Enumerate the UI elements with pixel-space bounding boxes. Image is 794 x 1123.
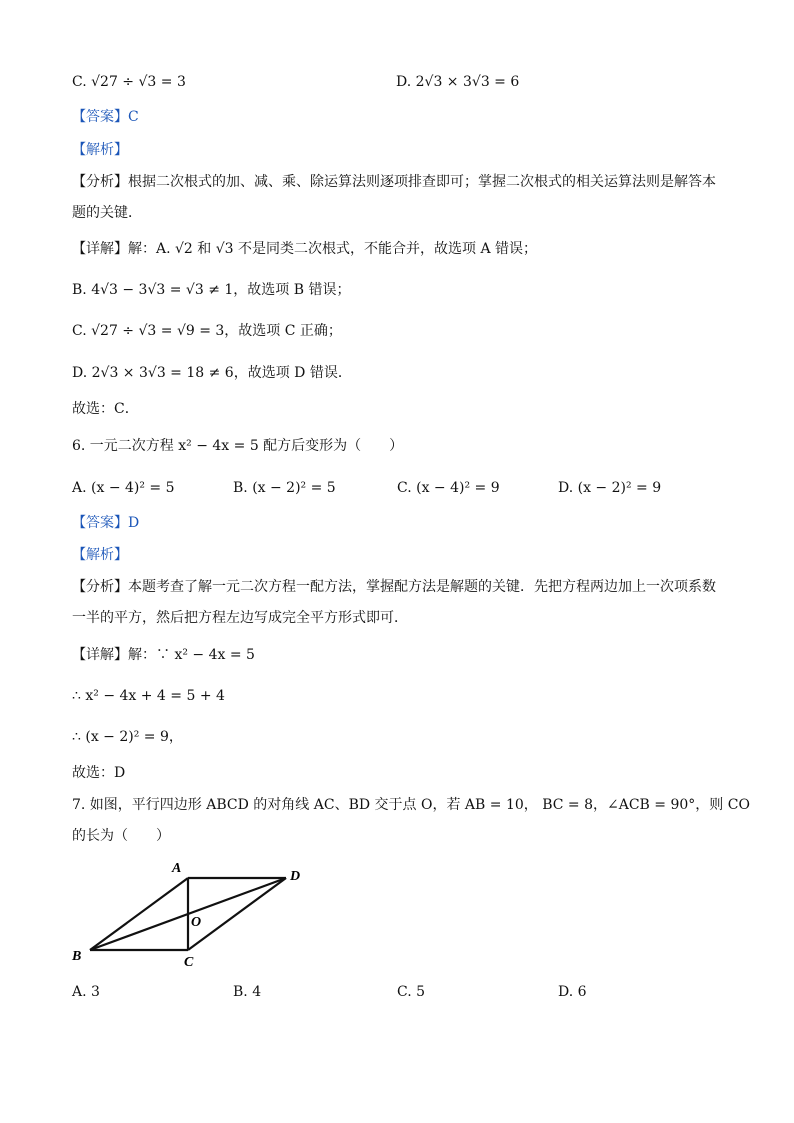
q6-stem: 6. 一元二次方程 x² − 4x = 5 配方后变形为（ ）	[72, 438, 404, 454]
q6-option-a: A. (x − 4)² = 5	[72, 480, 175, 496]
q5-option-c: C. √27 ÷ √3 = 3	[72, 74, 186, 90]
q5-analysis-line-1: 【分析】根据二次根式的加、减、乘、除运算法则逐项排查即可；掌握二次根式的相关运算法则是解答本	[72, 174, 716, 190]
q5-analysis-line-2: 题的关键．	[72, 205, 142, 221]
label-b: B	[72, 949, 82, 964]
label-a: A	[172, 861, 182, 876]
label-o: O	[191, 915, 202, 930]
q5-detail-a: 【详解】解：A. √2 和 √3 不是同类二次根式，不能合并，故选项 A 错误；	[72, 241, 538, 257]
q6-choose: 故选：D	[72, 765, 126, 781]
q5-answer: 【答案】C	[72, 109, 139, 125]
q5-choose: 故选：C．	[72, 401, 139, 417]
q6-detail-3: ∴ (x − 2)² = 9，	[72, 729, 183, 745]
q7-stem-line-1: 7. 如图，平行四边形 ABCD 的对角线 AC、BD 交于点 O，若 AB = 10， BC = 8，∠ACB = 90°，则 CO	[72, 797, 750, 813]
q6-analysis-line-2: 一半的平方，然后把方程左边写成完全平方形式即可．	[72, 610, 408, 626]
parallelogram-figure	[70, 852, 320, 972]
q5-detail-c: C. √27 ÷ √3 = √9 = 3，故选项 C 正确；	[72, 323, 342, 339]
q5-detail-b: B. 4√3 − 3√3 = √3 ≠ 1，故选项 B 错误；	[72, 282, 351, 298]
q6-detail-1: 【详解】解：∵ x² − 4x = 5	[72, 647, 255, 663]
q6-option-c: C. (x − 4)² = 9	[397, 480, 500, 496]
q6-option-d: D. (x − 2)² = 9	[558, 480, 662, 496]
q6-option-b: B. (x − 2)² = 5	[233, 480, 336, 496]
q5-jiexi-heading: 【解析】	[72, 142, 128, 158]
q5-option-d: D. 2√3 × 3√3 = 6	[396, 74, 520, 90]
label-d: D	[290, 869, 301, 884]
q6-analysis-line-1: 【分析】本题考查了解一元二次方程一配方法，掌握配方法是解题的关键．先把方程两边加上一次项系数	[72, 579, 716, 595]
edge-dc	[188, 878, 286, 950]
q5-detail-d: D. 2√3 × 3√3 = 18 ≠ 6，故选项 D 错误．	[72, 365, 352, 381]
label-c: C	[184, 955, 194, 970]
q6-detail-2: ∴ x² − 4x + 4 = 5 + 4	[72, 688, 225, 704]
q7-option-d: D. 6	[558, 984, 587, 1000]
q7-option-b: B. 4	[233, 984, 262, 1000]
q7-option-c: C. 5	[397, 984, 426, 1000]
q7-option-a: A. 3	[72, 984, 100, 1000]
q6-jiexi-heading: 【解析】	[72, 547, 128, 563]
q6-answer: 【答案】D	[72, 515, 140, 531]
q7-stem-line-2: 的长为（ ）	[72, 828, 170, 844]
edge-ba	[90, 878, 188, 950]
